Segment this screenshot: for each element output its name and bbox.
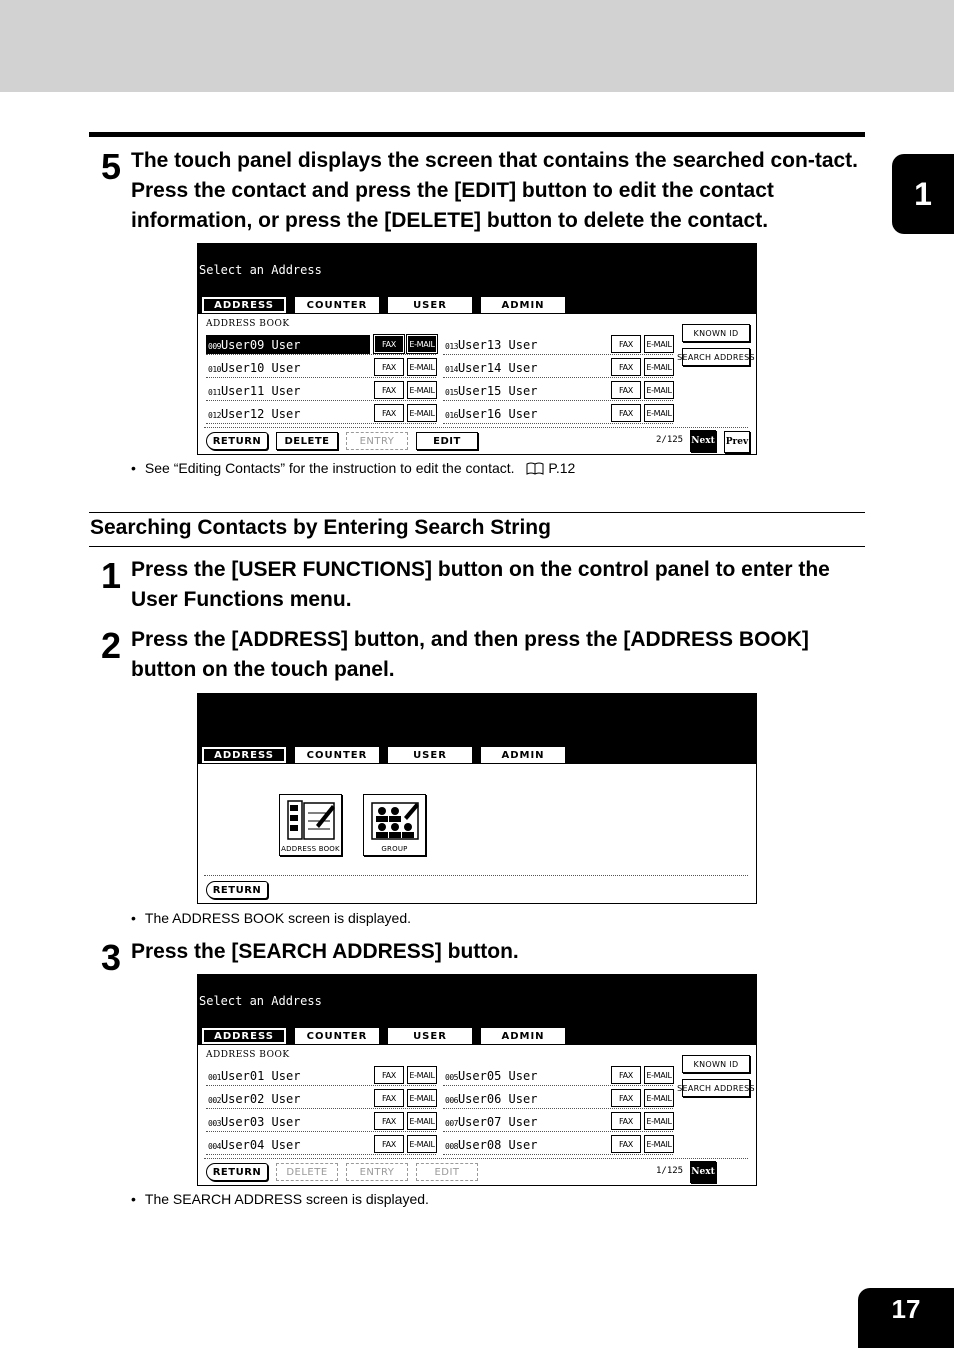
- page-indicator: 1/125: [656, 1166, 684, 1176]
- tab-user[interactable]: USER: [388, 1028, 472, 1044]
- touch-panel-address-menu: [197, 693, 757, 904]
- contact-number: 013: [445, 342, 458, 351]
- contact-label: User01 User: [220, 1069, 301, 1083]
- step-number: 1: [101, 555, 122, 596]
- contact-label: User16 User: [457, 407, 538, 421]
- email-button[interactable]: E-MAIL: [407, 1112, 437, 1130]
- step-number: 5: [101, 146, 122, 187]
- chapter-number: 1: [914, 175, 932, 212]
- panel-header: [198, 694, 756, 764]
- bullet-note-edit: • See “Editing Contacts” for the instruction to edit the contact. P.12: [131, 460, 576, 476]
- step-text: The touch panel displays the screen that contains the searched con-tact. Press the contact and press the [EDIT] button to edit the contact information, or press the [DELETE] button to delete the contact.: [131, 149, 859, 232]
- tab-counter[interactable]: COUNTER: [295, 297, 379, 313]
- group-icon: [370, 799, 420, 843]
- address-row[interactable]: [206, 1135, 436, 1155]
- divider: [204, 427, 748, 428]
- address-row[interactable]: [206, 1066, 436, 1086]
- search-address-button[interactable]: SEARCH ADDRESS: [682, 1079, 750, 1097]
- contact-name[interactable]: [443, 404, 607, 423]
- bullet-text: See “Editing Contacts” for the instruction to edit the contact.: [144, 460, 515, 476]
- email-button[interactable]: E-MAIL: [407, 404, 437, 422]
- prev-button[interactable]: Prev: [724, 431, 750, 453]
- contact-label: User15 User: [457, 384, 538, 398]
- contact-label: User07 User: [457, 1115, 538, 1129]
- address-row[interactable]: [443, 1066, 673, 1086]
- delete-button[interactable]: DELETE: [276, 432, 338, 450]
- address-book-label: ADDRESS BOOK: [281, 845, 340, 853]
- step-text: Press the [USER FUNCTIONS] button on the control panel to enter the User Functions menu.: [131, 558, 830, 611]
- contact-name[interactable]: [206, 335, 370, 354]
- contact-name[interactable]: [206, 1112, 370, 1131]
- address-row[interactable]: [443, 1135, 673, 1155]
- edit-button[interactable]: EDIT: [416, 1163, 478, 1181]
- next-button[interactable]: Next: [690, 1161, 716, 1183]
- contact-name[interactable]: [443, 335, 607, 354]
- email-button[interactable]: E-MAIL: [407, 1066, 437, 1084]
- tab-user[interactable]: USER: [388, 747, 472, 763]
- fax-button[interactable]: FAX: [611, 358, 641, 376]
- email-button[interactable]: E-MAIL: [644, 358, 674, 376]
- group-label: GROUP: [381, 845, 408, 853]
- touch-panel-select-address: [197, 243, 757, 455]
- address-row[interactable]: [443, 1089, 673, 1109]
- contact-name[interactable]: [206, 381, 370, 400]
- fax-button[interactable]: FAX: [374, 1089, 404, 1107]
- panel-title: Select an Address: [199, 263, 322, 277]
- step-number: 3: [101, 937, 122, 978]
- bullet-note-address-book: • The ADDRESS BOOK screen is displayed.: [131, 910, 412, 926]
- tab-user[interactable]: USER: [388, 297, 472, 313]
- contact-number: 015: [445, 388, 458, 397]
- address-row[interactable]: [443, 404, 673, 424]
- contact-number: 012: [208, 411, 221, 420]
- contact-number: 008: [445, 1142, 458, 1151]
- tab-admin[interactable]: ADMIN: [481, 747, 565, 763]
- email-button[interactable]: E-MAIL: [407, 1135, 437, 1153]
- contact-number: 004: [208, 1142, 221, 1151]
- edit-button[interactable]: EDIT: [416, 432, 478, 450]
- contact-number: 009: [208, 342, 221, 351]
- address-row[interactable]: [206, 358, 436, 378]
- entry-button[interactable]: ENTRY: [346, 1163, 408, 1181]
- contact-number: 002: [208, 1096, 221, 1105]
- email-button[interactable]: E-MAIL: [407, 358, 437, 376]
- contact-name[interactable]: [443, 1066, 607, 1085]
- fax-button[interactable]: FAX: [374, 381, 404, 399]
- divider: [204, 875, 748, 876]
- contact-name[interactable]: [443, 1135, 607, 1154]
- search-address-button[interactable]: SEARCH ADDRESS: [682, 348, 750, 366]
- tab-address[interactable]: ADDRESS: [202, 747, 286, 763]
- panel-title: Select an Address: [199, 994, 322, 1008]
- panel-header: [198, 975, 756, 1045]
- known-id-button[interactable]: KNOWN ID: [682, 1055, 750, 1073]
- contact-label: User05 User: [457, 1069, 538, 1083]
- email-button[interactable]: E-MAIL: [644, 1089, 674, 1107]
- fax-button[interactable]: FAX: [611, 1112, 641, 1130]
- delete-button[interactable]: DELETE: [276, 1163, 338, 1181]
- contact-name[interactable]: [206, 358, 370, 377]
- contact-name[interactable]: [443, 358, 607, 377]
- bullet-text: The SEARCH ADDRESS screen is displayed.: [144, 1191, 429, 1207]
- contact-label: User11 User: [220, 384, 301, 398]
- fax-button[interactable]: FAX: [374, 404, 404, 422]
- tab-counter[interactable]: COUNTER: [295, 1028, 379, 1044]
- email-button[interactable]: E-MAIL: [644, 335, 674, 353]
- contact-label: User12 User: [220, 407, 301, 421]
- address-book-button[interactable]: [279, 794, 342, 856]
- fax-button[interactable]: FAX: [611, 1089, 641, 1107]
- contact-label: User03 User: [220, 1115, 301, 1129]
- contact-name[interactable]: [443, 1112, 607, 1131]
- address-book-label: ADDRESS BOOK: [206, 319, 290, 329]
- contact-name[interactable]: [206, 1135, 370, 1154]
- entry-button[interactable]: ENTRY: [346, 432, 408, 450]
- contact-label: User09 User: [220, 338, 301, 352]
- contact-label: User13 User: [457, 338, 538, 352]
- fax-button[interactable]: FAX: [611, 381, 641, 399]
- contact-name[interactable]: [443, 381, 607, 400]
- contact-label: User08 User: [457, 1138, 538, 1152]
- email-button[interactable]: E-MAIL: [644, 1066, 674, 1084]
- touch-panel-search-address: [197, 974, 757, 1186]
- known-id-button[interactable]: KNOWN ID: [682, 324, 750, 342]
- bullet-text: The ADDRESS BOOK screen is displayed.: [144, 910, 412, 926]
- fax-button[interactable]: FAX: [374, 1112, 404, 1130]
- address-row[interactable]: [443, 381, 673, 401]
- tab-address[interactable]: ADDRESS: [202, 297, 286, 313]
- address-row[interactable]: [206, 404, 436, 424]
- step-text: Press the [ADDRESS] button, and then press the [ADDRESS BOOK] button on the touch panel.: [131, 628, 809, 681]
- fax-button[interactable]: FAX: [611, 1135, 641, 1153]
- contact-label: User14 User: [457, 361, 538, 375]
- contact-name[interactable]: [443, 1089, 607, 1108]
- step-text: Press the [SEARCH ADDRESS] button.: [131, 940, 519, 963]
- contact-name[interactable]: [206, 1089, 370, 1108]
- fax-button[interactable]: FAX: [611, 1066, 641, 1084]
- tab-admin[interactable]: ADMIN: [481, 297, 565, 313]
- fax-button[interactable]: FAX: [374, 358, 404, 376]
- header-band: [0, 0, 954, 92]
- contact-label: User02 User: [220, 1092, 301, 1106]
- page-number: 17: [891, 1294, 921, 1324]
- address-row[interactable]: [206, 381, 436, 401]
- fax-button[interactable]: FAX: [374, 1066, 404, 1084]
- chapter-tab: [892, 154, 954, 234]
- address-row[interactable]: [443, 1112, 673, 1132]
- contact-number: 016: [445, 411, 458, 420]
- email-button[interactable]: E-MAIL: [407, 381, 437, 399]
- contact-number: 007: [445, 1119, 458, 1128]
- return-button[interactable]: RETURN: [206, 1163, 268, 1181]
- tab-admin[interactable]: ADMIN: [481, 1028, 565, 1044]
- next-button[interactable]: Next: [690, 430, 716, 452]
- contact-label: User06 User: [457, 1092, 538, 1106]
- contact-label: User10 User: [220, 361, 301, 375]
- group-button[interactable]: [363, 794, 426, 856]
- email-button[interactable]: E-MAIL: [644, 404, 674, 422]
- return-button[interactable]: RETURN: [206, 432, 268, 450]
- address-row[interactable]: [443, 358, 673, 378]
- address-row[interactable]: [206, 335, 436, 355]
- contact-name[interactable]: [206, 1066, 370, 1085]
- tab-address[interactable]: ADDRESS: [202, 1028, 286, 1044]
- contact-number: 005: [445, 1073, 458, 1082]
- divider: [204, 1158, 748, 1159]
- page-indicator: 2/125: [656, 435, 684, 445]
- email-button[interactable]: E-MAIL: [407, 335, 437, 353]
- contact-number: 010: [208, 365, 221, 374]
- tab-counter[interactable]: COUNTER: [295, 747, 379, 763]
- contact-name[interactable]: [206, 404, 370, 423]
- page-number-tab: [858, 1288, 954, 1348]
- panel-header: [198, 244, 756, 314]
- book-icon: [526, 462, 544, 478]
- page-reference[interactable]: P.12: [548, 460, 576, 476]
- section-heading: Searching Contacts by Entering Search String: [89, 512, 865, 547]
- address-row[interactable]: [443, 335, 673, 355]
- contact-number: 006: [445, 1096, 458, 1105]
- bullet-note-search-address: • The SEARCH ADDRESS screen is displayed.: [131, 1191, 429, 1207]
- contact-number: 011: [208, 388, 221, 397]
- contact-number: 003: [208, 1119, 221, 1128]
- fax-button[interactable]: FAX: [374, 1135, 404, 1153]
- address-book-label: ADDRESS BOOK: [206, 1050, 290, 1060]
- address-row[interactable]: [206, 1112, 436, 1132]
- contact-number: 014: [445, 365, 458, 374]
- fax-button[interactable]: FAX: [611, 404, 641, 422]
- fax-button[interactable]: FAX: [611, 335, 641, 353]
- contact-label: User04 User: [220, 1138, 301, 1152]
- top-rule: [89, 132, 865, 137]
- email-button[interactable]: E-MAIL: [407, 1089, 437, 1107]
- email-button[interactable]: E-MAIL: [644, 1135, 674, 1153]
- contact-number: 001: [208, 1073, 221, 1082]
- address-row[interactable]: [206, 1089, 436, 1109]
- return-button[interactable]: RETURN: [206, 881, 268, 899]
- email-button[interactable]: E-MAIL: [644, 381, 674, 399]
- address-book-icon: [286, 799, 336, 843]
- fax-button[interactable]: FAX: [374, 335, 404, 353]
- step-number: 2: [101, 625, 122, 666]
- email-button[interactable]: E-MAIL: [644, 1112, 674, 1130]
